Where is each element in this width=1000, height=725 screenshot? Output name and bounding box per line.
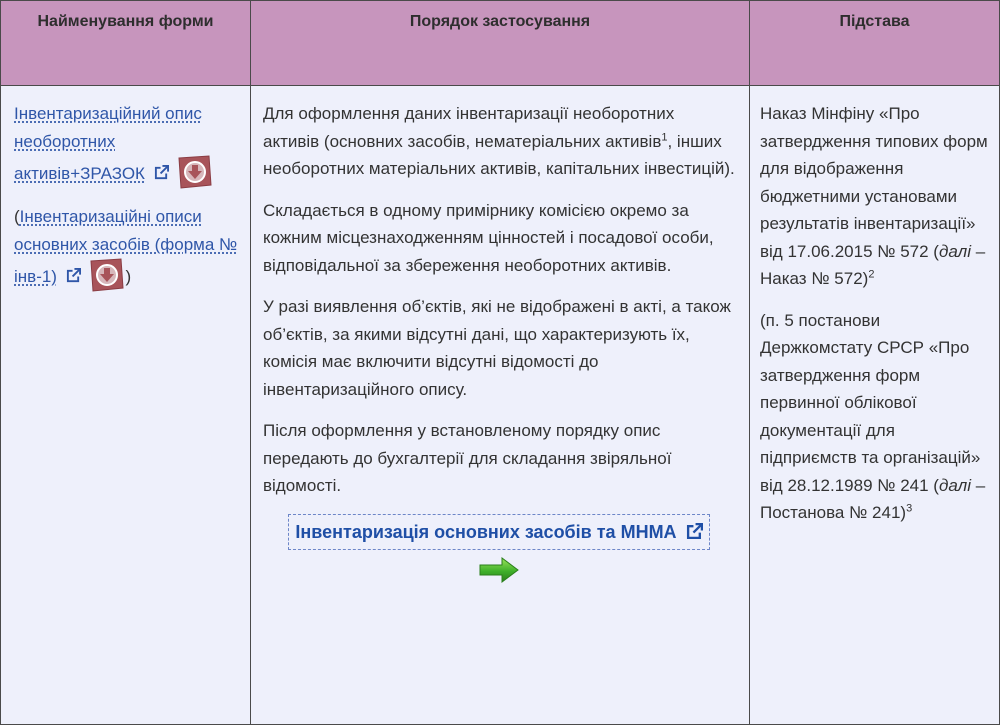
- procedure-paragraph-4: Після оформлення у встановленому порядку опис передають до бухгалтерії для складання звіряльної відомості.: [263, 421, 672, 495]
- cta-wrap: [263, 514, 735, 550]
- header-form-name: Найменування форми: [1, 1, 251, 86]
- footnote-1: 1: [661, 130, 668, 143]
- external-link-icon: [686, 523, 703, 540]
- download-icon[interactable]: [87, 258, 125, 292]
- procedure-paragraph-3: У разі виявлення об’єктів, які не відображені в акті, а також об’єктів, за якими відсутні дані, що характеризують їх, комісія має включити відсутні відомості до інвентаризаційного опису.: [263, 297, 731, 399]
- inventory-list-link[interactable]: Інвентаризаційний опис необоротних активів+ЗРАЗОК: [14, 104, 202, 183]
- footnote-2: 2: [868, 268, 875, 281]
- basis-paragraph-2: (п. 5 постанови Держкомстату СРСР «Про затвердження форм первинної облікової документації для підприємств та організацій» від 28.12.1989 № 241 (далі – Постанова № 241)$^3$: [760, 310, 986, 522]
- table-row: [1, 86, 1000, 725]
- procedure-cell: [251, 86, 750, 725]
- green-arrow-right-icon[interactable]: [478, 556, 520, 584]
- form-link-block-1: [14, 100, 238, 189]
- form-link-block-2: (Інвентаризаційні описи основних засобів (форма № інв-1) ): [14, 203, 238, 292]
- download-icon[interactable]: [175, 155, 213, 189]
- procedure-paragraph-2: Складається в одному примірнику комісією окремо за кожним місцезнаходженням цінностей і посадової особи, відповідальної за збереження необоротних активів.: [263, 200, 714, 275]
- external-link-icon[interactable]: [66, 268, 81, 283]
- header-row: [1, 1, 1000, 86]
- procedure-paragraph-1: Для оформлення даних інвентаризації необоротних активів (основних засобів, нематеріальних активів$^1$, інших необоротних матеріальних активів, капітальних інвестицій).: [263, 104, 735, 178]
- basis-cell: [750, 86, 1000, 725]
- fixed-assets-inventory-cta[interactable]: Інвентаризація основних засобів та МНМА: [288, 514, 709, 550]
- footnote-3: 3: [906, 502, 913, 515]
- header-procedure: Порядок застосування: [251, 1, 750, 86]
- arrow-wrap: [263, 556, 735, 593]
- header-basis: Підстава: [750, 1, 1000, 86]
- fixed-assets-inventory-link[interactable]: Інвентаризаційні описи основних засобів (форма № інв-1): [14, 207, 238, 286]
- external-link-icon[interactable]: [154, 165, 169, 180]
- basis-paragraph-1: Наказ Мінфіну «Про затвердження типових форм для відображення бюджетними установами результатів інвентаризації» від 17.06.2015 № 572 (далі – Наказ № 572)$^2$: [760, 104, 988, 288]
- form-name-cell: [1, 86, 251, 725]
